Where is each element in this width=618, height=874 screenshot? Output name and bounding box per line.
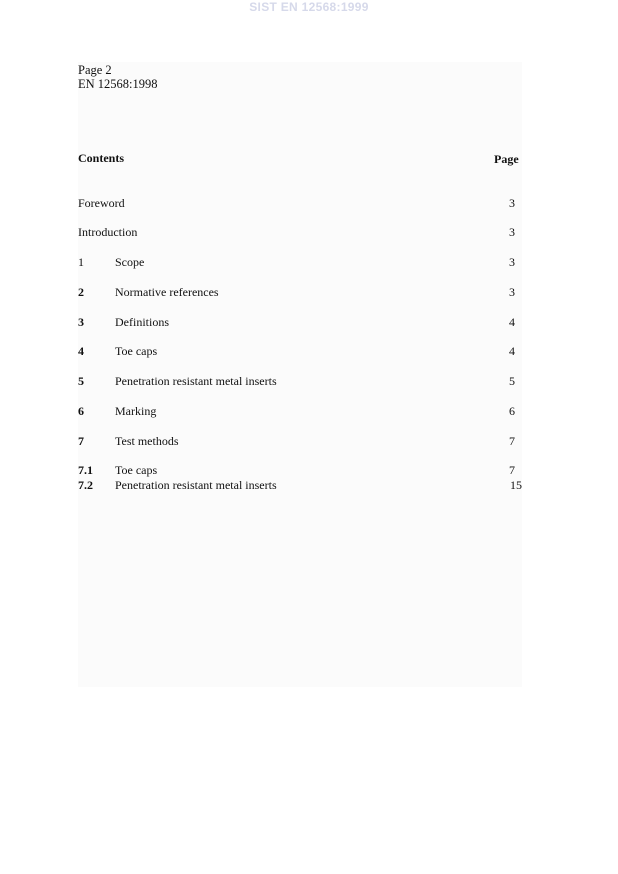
standard-number: EN 12568:1998 (78, 77, 158, 91)
page-column-heading: Page (494, 152, 519, 166)
toc-entry-title: Normative references (115, 285, 219, 299)
toc-entry-number: 1 (78, 255, 84, 269)
toc-entry-title: Test methods (115, 434, 179, 448)
page-number-label: Page 2 (78, 63, 112, 77)
toc-entry-title: Introduction (78, 225, 138, 239)
toc-entry-page: 3 (509, 255, 515, 269)
toc-entry-toe-caps (78, 344, 522, 358)
contents-heading: Contents (78, 151, 125, 165)
toc-entry-foreword (78, 196, 522, 210)
toc-entry-definitions (78, 315, 522, 329)
toc-entry-scope (78, 255, 522, 269)
toc-entry-number: 6 (78, 404, 84, 418)
toc-entry-page: 7 (509, 434, 515, 448)
toc-entry-title: Definitions (115, 315, 169, 329)
toc-entry-penetration-inserts (78, 374, 522, 388)
toc-entry-title: Toe caps (115, 463, 158, 477)
toc-entry-number: 7 (78, 434, 84, 448)
toc-entry-title: Scope (115, 255, 145, 269)
toc-entry-page: 3 (509, 285, 515, 299)
toc-entry-page: 3 (509, 196, 515, 210)
toc-entry-page: 4 (509, 315, 515, 329)
toc-entry-page: 7 (509, 463, 515, 477)
toc-entry-number: 3 (78, 315, 84, 329)
toc-entry-page: 3 (509, 225, 515, 239)
toc-entry-title: Toe caps (115, 344, 158, 358)
toc-entry-number: 2 (78, 285, 84, 299)
toc-entry-page: 15 (510, 478, 522, 492)
toc-entry-number: 7.1 (78, 463, 93, 477)
toc-entry-title: Marking (115, 404, 157, 418)
toc-entry-marking (78, 404, 522, 418)
toc-entry-test-penetration-inserts (78, 478, 522, 492)
toc-entry-normative-references (78, 285, 522, 299)
toc-entry-title: Penetration resistant metal inserts (115, 478, 277, 492)
toc-entry-number: 4 (78, 344, 84, 358)
toc-entry-number: 7.2 (78, 478, 93, 492)
toc-entry-introduction (78, 225, 522, 239)
toc-entry-test-methods (78, 434, 522, 448)
toc-entry-number: 5 (78, 374, 84, 388)
toc-entry-title: Penetration resistant metal inserts (115, 374, 277, 388)
toc-entry-page: 5 (509, 374, 515, 388)
watermark: SIST EN 12568:1999 (249, 0, 369, 14)
toc-entry-page: 4 (509, 344, 515, 358)
toc-entry-test-toe-caps (78, 463, 522, 477)
toc-entry-title: Foreword (78, 196, 125, 210)
toc-entry-page: 6 (509, 404, 515, 418)
